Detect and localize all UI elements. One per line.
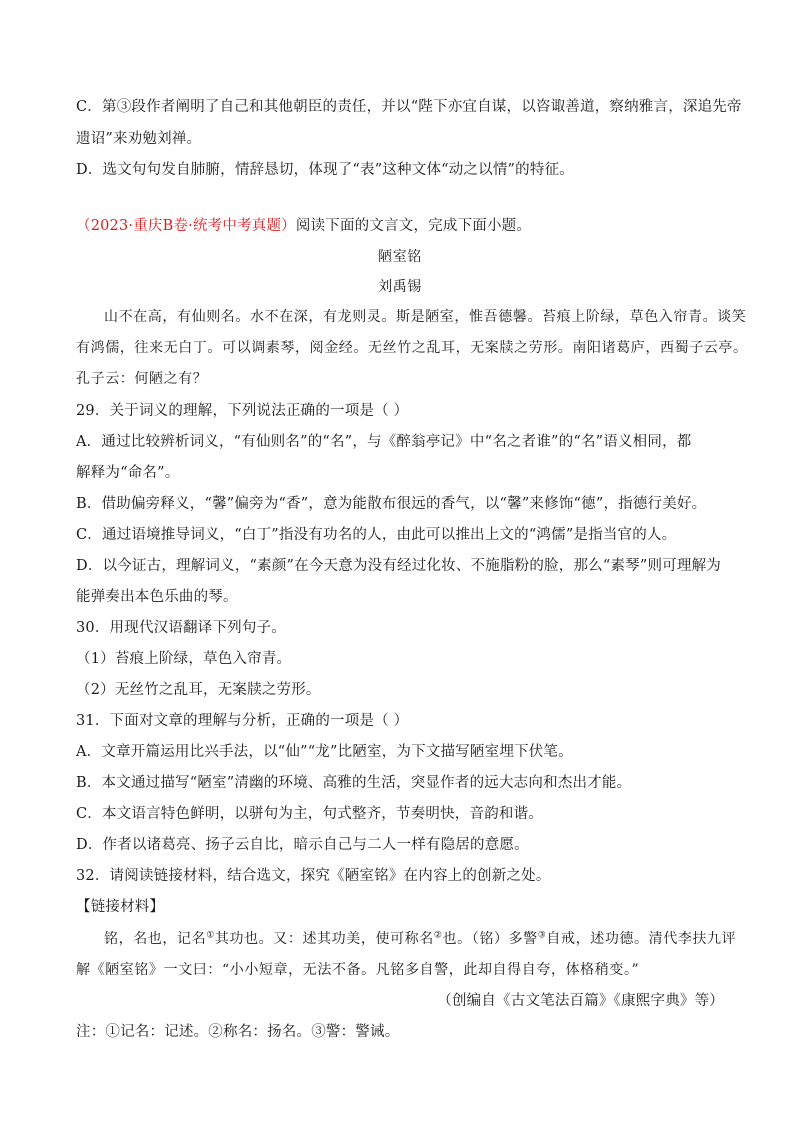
q30-sentence-2: （2）无丝竹之乱耳，无案牍之劳形。 xyxy=(76,682,321,698)
footnote-marker: ③ xyxy=(537,930,547,941)
q31-stem: 31．下面对文章的理解与分析，正确的一项是（ ） xyxy=(76,713,409,729)
material-text: 也。（铭）多警 xyxy=(442,931,538,947)
passage-line-2: 有鸿儒，往来无白丁。可以调素琴，阅金经。无丝竹之乱耳，无案牍之劳形。南阳诸葛庐，西蜀子云亭。 xyxy=(76,340,748,356)
q29-stem: 29．关于词义的理解，下列说法正确的一项是（ ） xyxy=(76,403,409,419)
link-material-line-1 xyxy=(104,929,737,949)
material-text: 铭，名也，记名 xyxy=(104,931,207,947)
q29-option-a-line2: 解释为“命名”。 xyxy=(76,465,180,481)
q29-option-d-line1: D．以今证古，理解词义，“素颜”在今天意为没有经过化妆、不施脂粉的脸，那么“素琴”则可理解为 xyxy=(76,558,721,574)
q29-option-d-line2: 能弹奏出本色乐曲的琴。 xyxy=(76,589,238,605)
q29-option-a-line1: A．通过比较辨析词义，“有仙则名”的“名”，与《醉翁亭记》中“名之者谁”的“名”语义相同，都 xyxy=(76,434,692,450)
q29-option-c: C．通过语境推导词义，“白丁”指没有功名的人，由此可以推出上文的“鸿儒”是指当官的人。 xyxy=(76,527,677,543)
q31-option-a: A．文章开篇运用比兴手法，以“仙”“龙”比陋室，为下文描写陋室埋下伏笔。 xyxy=(76,744,573,760)
q29-option-b: B．借助偏旁释义，“馨”偏旁为“香”，意为能散布很远的香气，以“馨”来修饰“德”，指德行美好。 xyxy=(76,496,707,512)
footnotes: 注：①记名：记述。②称名：扬名。③警：警诫。 xyxy=(76,1024,400,1040)
q28-option-c-line2: 遗诏”来劝勉刘禅。 xyxy=(76,131,202,147)
passage-line-1: 山不在高，有仙则名。水不在深，有龙则灵。斯是陋室，惟吾德馨。苔痕上阶绿，草色入帘青。谈笑 xyxy=(104,309,747,325)
q31-option-b: B．本文通过描写“陋室”清幽的环境、高雅的生活，突显作者的远大志向和杰出才能。 xyxy=(76,775,632,791)
q32-stem: 32．请阅读链接材料，结合选文，探究《陋室铭》在内容上的创新之处。 xyxy=(76,868,551,884)
footnote-marker: ① xyxy=(206,930,215,941)
material-text: 其功也。又：述其功美，使可称名 xyxy=(214,931,434,947)
passage-author: 刘禹锡 xyxy=(378,279,422,295)
material-attribution: （创编自《古文笔法百篇》《康熙字典》等） xyxy=(437,993,724,1009)
exam-source: （2023·重庆B卷·统考中考真题） xyxy=(76,218,296,234)
material-text: 自戒，述功德。清代李扶九评 xyxy=(546,931,737,947)
question-intro xyxy=(76,216,726,236)
link-material-line-2: 解《陋室铭》一文曰：“小小短章，无法不备。凡铭多自警，此却自得自夸，体格稍变。” xyxy=(76,962,640,978)
q30-stem: 30．用现代汉语翻译下列句子。 xyxy=(76,620,286,636)
passage-title: 陋室铭 xyxy=(378,249,422,265)
passage-line-3: 孔子云：何陋之有？ xyxy=(76,371,208,387)
q31-option-d: D．作者以诸葛亮、扬子云自比，暗示自己与二人一样有隐居的意愿。 xyxy=(76,837,529,853)
q31-option-c: C．本文语言特色鲜明，以骈句为主，句式整齐，节奏明快，音韵和谐。 xyxy=(76,806,543,822)
link-material-header: 【链接材料】 xyxy=(76,899,165,915)
footnote-marker: ② xyxy=(433,930,443,941)
q28-option-c-line1: C．第③段作者阐明了自己和其他朝臣的责任，并以“陛下亦宜自谋，以咨诹善道，察纳雅言，深追先帝 xyxy=(76,99,742,115)
q30-sentence-1: （1）苔痕上阶绿，草色入帘青。 xyxy=(76,651,292,667)
instruction: 阅读下面的文言文，完成下面小题。 xyxy=(295,218,532,234)
q28-option-d: D．选文句句发自肺腑，情辞恳切，体现了“表”这种文体“动之以情”的特征。 xyxy=(76,162,574,178)
